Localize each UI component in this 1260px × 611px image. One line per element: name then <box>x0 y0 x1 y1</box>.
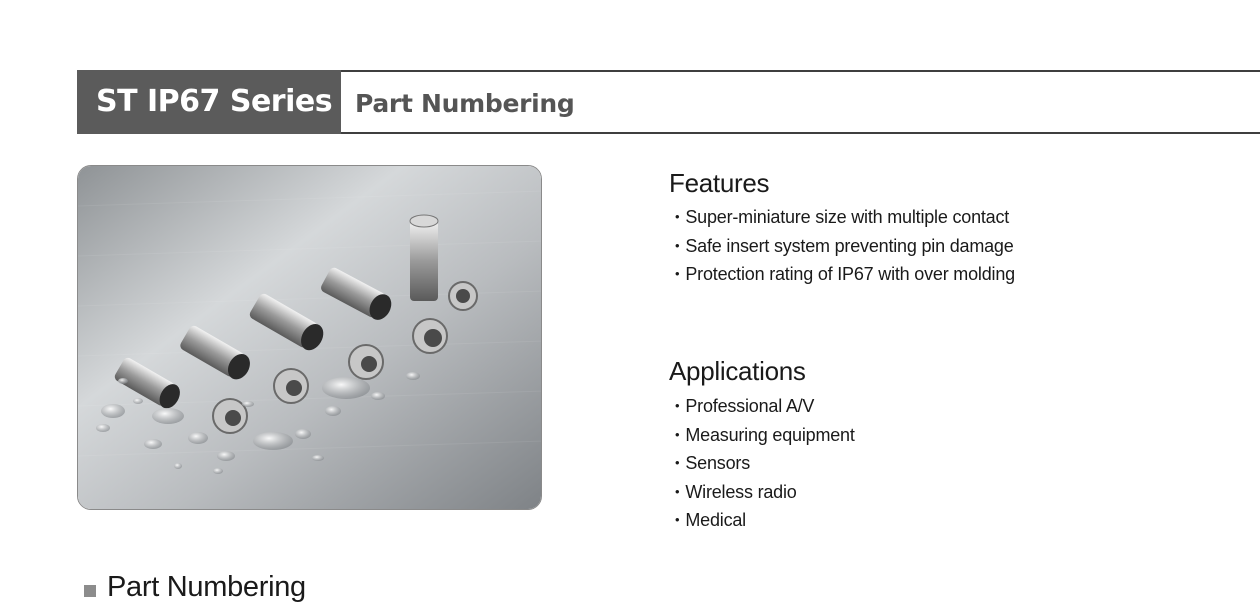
list-item: • Protection rating of IP67 with over molding <box>675 261 1015 290</box>
square-bullet-icon <box>84 585 96 597</box>
list-item: • Safe insert system preventing pin damage <box>675 233 1015 262</box>
list-item: • Super-miniature size with multiple contact <box>675 204 1015 233</box>
section-title: Part Numbering <box>355 89 575 118</box>
series-title: ST IP67 Series <box>77 70 341 134</box>
list-item: • Sensors <box>675 450 855 479</box>
list-item: • Measuring equipment <box>675 422 855 451</box>
list-item: • Wireless radio <box>675 479 855 508</box>
features-title: Features <box>669 168 770 198</box>
part-numbering-title: Part Numbering <box>107 571 306 603</box>
list-item: • Professional A/V <box>675 393 855 422</box>
connector-plug-upright <box>410 215 438 301</box>
applications-title: Applications <box>669 356 806 386</box>
applications-list <box>675 393 855 536</box>
list-item: • Medical <box>675 507 855 536</box>
product-photo <box>77 165 542 510</box>
features-list <box>675 204 1015 290</box>
